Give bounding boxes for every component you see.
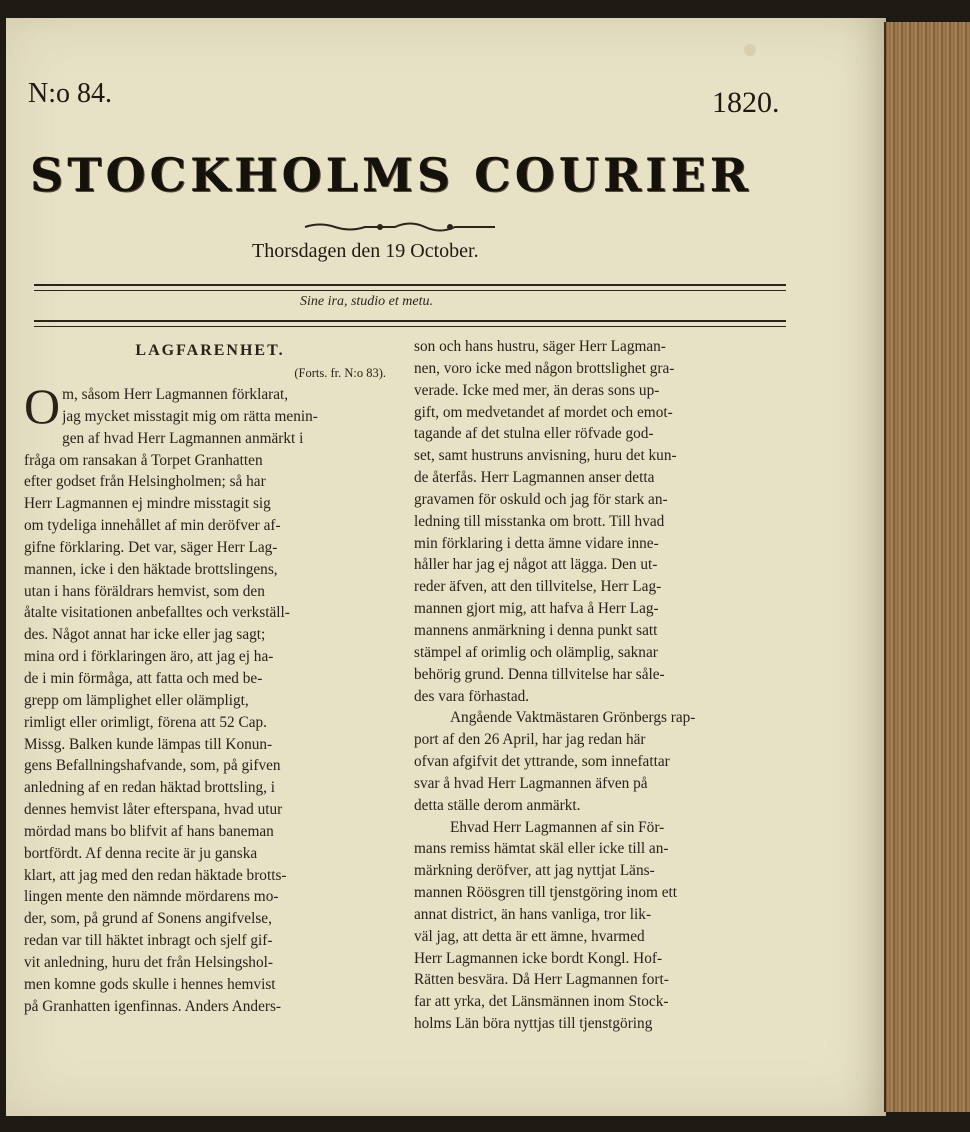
text-line: ledning till misstanka om brott. Till hvad: [414, 512, 665, 530]
text-line: Angående Vaktmästaren Grönbergs rap-: [450, 709, 696, 727]
text-line: behörig grund. Denna tillvitelse har såle-: [414, 665, 665, 683]
text-line: mannen, icke i den häktade brottslingens,: [24, 560, 278, 578]
text-line: far att yrka, det Länsmännen inom Stock-: [414, 993, 669, 1011]
text-line: min förklaring i detta ämne vidare inne-: [414, 534, 659, 552]
text-line: mina ord i förklaringen äro, att jag ej ha-: [24, 648, 274, 666]
text-line: på Granhatten igenfinnas. Anders Anders-: [24, 997, 281, 1015]
text-line: gravamen för oskuld och jag för stark an-: [414, 490, 668, 508]
text-line: Missg. Balken kunde lämpas till Konun-: [24, 735, 273, 753]
issue-number: N:o 84.: [28, 78, 112, 109]
text-line: gens Befallningshafvande, som, på gifven: [24, 757, 281, 775]
text-line: gen af hvad Herr Lagmannen anmärkt i: [62, 429, 304, 447]
text-line: de återfås. Herr Lagmannen anser detta: [414, 469, 655, 487]
issue-date: Thorsdagen den 19 October.: [252, 240, 479, 262]
text-line: mannen Röösgren till tjenstgöring inom ett: [414, 884, 677, 902]
text-line: des vara förhastad.: [414, 687, 530, 705]
text-line: svar å hvad Herr Lagmannen äfven på: [414, 774, 648, 792]
text-line: rimligt eller orimligt, förena att 52 Cap.: [24, 713, 267, 731]
text-line: Ehvad Herr Lagmannen af sin För-: [450, 818, 665, 836]
text-line: märkning deröfver, att jag nyttjat Läns-: [414, 862, 655, 880]
text-line: fråga om ransakan å Torpet Granhatten: [24, 451, 263, 469]
ornament-divider-icon: [300, 220, 500, 234]
text-line: utan i hans föräldrars hemvist, som den: [24, 582, 265, 600]
text-line: efter godset från Helsingholmen; så har: [24, 473, 266, 491]
text-line: set, samt hustruns anvisning, huru det kun-: [414, 447, 677, 465]
rule-top: [34, 284, 786, 286]
text-line: Herr Lagmannen icke bordt Kongl. Hof-: [414, 949, 663, 967]
text-line: port af den 26 April, har jag redan här: [414, 731, 646, 749]
text-line: redan var till häktet inbragt och sjelf gif-: [24, 932, 273, 950]
text-line: mannens anmärkning i denna punkt satt: [414, 621, 658, 639]
text-line: mördad mans bo blifvit af hans baneman: [24, 822, 274, 840]
text-line: m, såsom Herr Lagmannen förklarat,: [62, 386, 289, 403]
text-line: gift, om medvetandet af mordet och emot-: [414, 403, 673, 421]
text-line: Herr Lagmannen ej mindre misstagit sig: [24, 495, 271, 513]
text-line: lingen mente den nämnde mördarens mo-: [24, 888, 279, 906]
text-line: detta ställe derom anmärkt.: [414, 796, 581, 814]
text-line: son och hans hustru, säger Herr Lagman-: [414, 338, 666, 355]
text-line: holms Län böra nyttjas till tjenstgöring: [414, 1015, 653, 1033]
motto: Sine ira, studio et metu.: [300, 294, 433, 309]
text-line: gifne förklaring. Det var, säger Herr Lag-: [24, 538, 278, 556]
text-line: åtalte visitationen anbefalltes och verkställ-: [24, 604, 290, 622]
text-line: dennes hemvist låter efterspana, hvad utur: [24, 801, 283, 819]
rule-bottom: [34, 320, 786, 322]
text-line: annat district, än hans vanliga, tror lik-: [414, 905, 652, 923]
article-column-left: [24, 336, 396, 1017]
text-line: anledning af en redan häktad brottsling, i: [24, 779, 276, 797]
text-line: men komne gods skulle i hennes hemvist: [24, 975, 276, 993]
drop-cap: O: [24, 378, 61, 434]
text-line: ofvan afgifvit det yttrande, som innefattar: [414, 753, 670, 771]
text-line: reder äfven, att den tillvitelse, Herr Lag-: [414, 578, 662, 596]
text-line: grepp om lämplighet eller olämpligt,: [24, 691, 249, 709]
text-line: mans remiss hämtat skäl eller icke till an-: [414, 840, 669, 858]
text-line: stämpel af orimlig och olämplig, saknar: [414, 643, 658, 661]
paper-stain: [744, 44, 756, 56]
text-line: håller har jag ej något att lägga. Den ut-: [414, 556, 658, 574]
article-body-right: [414, 336, 784, 1035]
text-line: om tydeliga innehållet af min deröfver af-: [24, 517, 281, 535]
masthead-title: STOCKHOLMS COURIER: [30, 148, 752, 202]
text-line: mannen gjort mig, att hafva å Herr Lag-: [414, 600, 659, 618]
book-spine: [884, 22, 970, 1112]
article-body-left: [24, 378, 396, 1017]
article-heading: LAGFARENHET.: [135, 342, 285, 359]
rule-bottom-thin: [34, 326, 786, 327]
text-line: verade. Icke med mer, än deras sons up-: [414, 381, 660, 399]
text-line: tagande af det stulna eller röfvade god-: [414, 425, 654, 443]
text-line: väl jag, att detta är ett ämne, hvarmed: [414, 927, 645, 945]
text-line: des. Något annat har icke eller jag sagt;: [24, 626, 266, 644]
continuation-note: (Forts. fr. N:o 83).: [294, 366, 386, 380]
text-line: de i min förmåga, att fatta och med be-: [24, 669, 263, 687]
text-line: nen, voro icke med någon brottslighet gra-: [414, 359, 675, 377]
text-line: klart, att jag med den redan häktade brotts-: [24, 866, 287, 884]
text-line: bortfördt. Af denna recite är ju ganska: [24, 844, 258, 862]
rule-top-thin: [34, 290, 786, 291]
article-column-right: [414, 336, 784, 1035]
text-line: jag mycket misstagit mig om rätta menin-: [62, 407, 318, 425]
text-line: der, som, på grund af Sonens angifvelse,: [24, 910, 272, 928]
issue-year: 1820.: [712, 86, 780, 119]
text-line: vit anledning, huru det från Helsingshol-: [24, 953, 273, 971]
text-line: Rätten besvära. Då Herr Lagmannen fort-: [414, 971, 669, 989]
